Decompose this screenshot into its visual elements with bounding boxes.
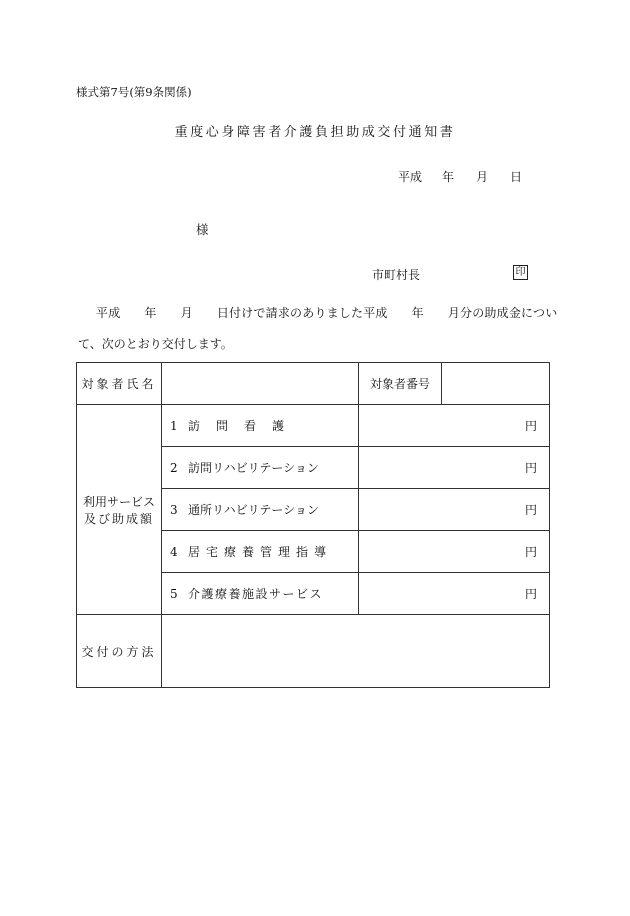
service-index: 2	[170, 461, 178, 475]
service-label	[162, 531, 359, 573]
service-index: 3	[170, 503, 178, 517]
delivery-method-label: 交付の方法	[77, 615, 162, 688]
service-index: 1	[170, 419, 178, 433]
yen-unit: 円	[524, 419, 537, 433]
service-index: 4	[170, 545, 178, 559]
services-label	[77, 405, 162, 615]
body-text2: 月分の助成金につい	[447, 306, 558, 320]
service-name: 介護療養施設サービス	[188, 587, 324, 601]
service-name: 訪問リハビリテーション	[188, 461, 319, 475]
service-label	[162, 489, 359, 531]
seal-mark: 印	[513, 265, 528, 280]
service-label	[162, 405, 359, 447]
subsidy-table	[76, 362, 550, 688]
yen-unit: 円	[524, 461, 537, 475]
services-label-line1: 利用サービス	[82, 494, 155, 509]
date-line	[398, 168, 522, 185]
subject-number-field[interactable]	[442, 363, 550, 405]
services-label-line2: 及び助成額	[83, 511, 154, 526]
table-row	[77, 405, 550, 447]
service-name: 居宅療養管理指導	[188, 545, 333, 559]
service-name: 通所リハビリテーション	[188, 503, 319, 517]
date-year: 年	[442, 170, 455, 184]
notice-body-line1	[78, 306, 558, 320]
service-index: 5	[170, 587, 178, 601]
delivery-method-field[interactable]	[162, 615, 550, 688]
subject-number-label: 対象者番号	[359, 363, 442, 405]
body-year1: 年	[144, 306, 157, 320]
body-era1: 平成	[96, 306, 121, 320]
recipient-suffix: 様	[196, 222, 209, 237]
date-day: 日	[510, 170, 523, 184]
date-month: 月	[476, 170, 489, 184]
subject-name-label: 対象者氏名	[77, 363, 162, 405]
body-text1: 日付けで請求のありました平成	[216, 306, 388, 320]
form-number: 様式第7号(第9条関係)	[76, 85, 192, 99]
service-amount-field[interactable]	[359, 405, 550, 447]
yen-unit: 円	[524, 503, 537, 517]
service-amount-field[interactable]	[359, 531, 550, 573]
subject-name-field[interactable]	[162, 363, 359, 405]
table-row	[77, 615, 550, 688]
service-amount-field[interactable]	[359, 573, 550, 615]
service-amount-field[interactable]	[359, 489, 550, 531]
issuer-label: 市町村長	[372, 268, 421, 282]
service-label	[162, 573, 359, 615]
body-month1: 月	[180, 306, 193, 320]
service-label	[162, 447, 359, 489]
body-year2: 年	[411, 306, 424, 320]
date-era: 平成	[398, 170, 423, 184]
document-title: 重度心身障害者介護負担助成交付通知書	[174, 125, 456, 140]
service-amount-field[interactable]	[359, 447, 550, 489]
yen-unit: 円	[524, 545, 537, 559]
notice-body	[78, 306, 558, 351]
yen-unit: 円	[524, 587, 537, 601]
service-name: 訪 問 看 護	[188, 419, 287, 433]
notice-body-line2: て、次のとおり交付します。	[78, 337, 233, 351]
table-row	[77, 363, 550, 405]
